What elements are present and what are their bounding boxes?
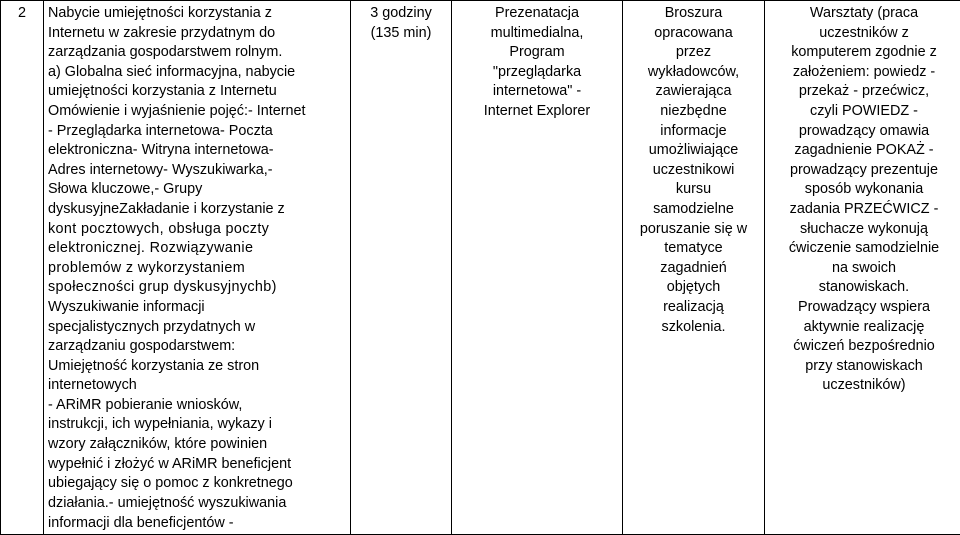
materials-line: multimedialna,	[456, 24, 618, 44]
content-line: społeczności grup dyskusyjnychb)	[48, 278, 346, 298]
handout-line: niezbędne	[627, 102, 760, 122]
content-line: elektronicznej. Rozwiązywanie	[48, 239, 346, 259]
content-line: działania.- umiejętność wyszukiwania	[48, 494, 346, 514]
content-line: - Przeglądarka internetowa- Poczta	[48, 122, 346, 142]
handout-line: umożliwiające	[627, 141, 760, 161]
materials-line: internetowa" -	[456, 82, 618, 102]
duration-line: 3 godziny	[355, 4, 447, 24]
method-line: aktywnie realizację	[769, 318, 959, 338]
method-line: przekaż - przećwicz,	[769, 82, 959, 102]
content-line: dyskusyjneZakładanie i korzystanie z	[48, 200, 346, 220]
method-line: przy stanowiskach	[769, 357, 959, 377]
handout-line: samodzielne	[627, 200, 760, 220]
content-line: Wyszukiwanie informacji	[48, 298, 346, 318]
method-line: Warsztaty (praca	[769, 4, 959, 24]
handout-line: poruszanie się w	[627, 220, 760, 240]
method-line: ćwiczenie samodzielnie	[769, 239, 959, 259]
content-line: informacji dla beneficjentów -	[48, 514, 346, 534]
method-line: zagadnienie POKAŻ -	[769, 141, 959, 161]
method-line: uczestników z	[769, 24, 959, 44]
handout-line: zawierająca	[627, 82, 760, 102]
content-line: internetowych	[48, 376, 346, 396]
method-line: założeniem: powiedz -	[769, 63, 959, 83]
content-line: Słowa kluczowe,- Grupy	[48, 180, 346, 200]
content-cell	[44, 1, 351, 535]
method-line: uczestników)	[769, 376, 959, 396]
content-line: zarządzaniu gospodarstwem:	[48, 337, 346, 357]
content-line: elektroniczna- Witryna internetowa-	[48, 141, 346, 161]
handout-line: realizacją	[627, 298, 760, 318]
content-line: Omówienie i wyjaśnienie pojęć:- Internet	[48, 102, 346, 122]
materials-line: "przeglądarka	[456, 63, 618, 83]
method-line: czyli POWIEDZ -	[769, 102, 959, 122]
content-line: a) Globalna sieć informacyjna, nabycie	[48, 63, 346, 83]
method-line: prowadzący prezentuje	[769, 161, 959, 181]
handout-line: wykładowców,	[627, 63, 760, 83]
handout-line: Broszura	[627, 4, 760, 24]
content-line: Nabycie umiejętności korzystania z	[48, 4, 346, 24]
method-line: ćwiczeń bezpośrednio	[769, 337, 959, 357]
handout-line: zagadnień	[627, 259, 760, 279]
handout-line: szkolenia.	[627, 318, 760, 338]
materials-line: Internet Explorer	[456, 102, 618, 122]
handout-cell	[623, 1, 765, 535]
content-line: wzory załączników, które powinien	[48, 435, 346, 455]
row-number-cell	[1, 1, 44, 535]
row-number: 2	[18, 5, 26, 21]
materials-line: Program	[456, 43, 618, 63]
content-line: problemów z wykorzystaniem	[48, 259, 346, 279]
duration-cell	[351, 1, 452, 535]
handout-line: uczestnikowi	[627, 161, 760, 181]
method-cell	[765, 1, 960, 535]
method-line: stanowiskach.	[769, 278, 959, 298]
content-line: wypełnić i złożyć w ARiMR beneficjent	[48, 455, 346, 475]
content-line: ubiegający się o pomoc z konkretnego	[48, 474, 346, 494]
handout-line: przez	[627, 43, 760, 63]
materials-cell	[452, 1, 623, 535]
table-row	[1, 1, 960, 535]
method-line: prowadzący omawia	[769, 122, 959, 142]
content-line: Internetu w zakresie przydatnym do	[48, 24, 346, 44]
handout-line: objętych	[627, 278, 760, 298]
content-line: instrukcji, ich wypełniania, wykazy i	[48, 415, 346, 435]
handout-line: tematyce	[627, 239, 760, 259]
content-line: Adres internetowy- Wyszukiwarka,-	[48, 161, 346, 181]
handout-line: informacje	[627, 122, 760, 142]
method-line: sposób wykonania	[769, 180, 959, 200]
method-line: zadania PRZEĆWICZ -	[769, 200, 959, 220]
method-line: komputerem zgodnie z	[769, 43, 959, 63]
method-line: na swoich	[769, 259, 959, 279]
content-line: kont pocztowych, obsługa poczty	[48, 220, 346, 240]
method-line: słuchacze wykonują	[769, 220, 959, 240]
handout-line: kursu	[627, 180, 760, 200]
content-line: zarządzania gospodarstwem rolnym.	[48, 43, 346, 63]
materials-line: Prezenatacja	[456, 4, 618, 24]
method-line: Prowadzący wspiera	[769, 298, 959, 318]
content-line: Umiejętność korzystania ze stron	[48, 357, 346, 377]
content-line: specjalistycznych przydatnych w	[48, 318, 346, 338]
handout-line: opracowana	[627, 24, 760, 44]
duration-line: (135 min)	[355, 24, 447, 44]
content-line: - ARiMR pobieranie wniosków,	[48, 396, 346, 416]
content-line: umiejętności korzystania z Internetu	[48, 82, 346, 102]
